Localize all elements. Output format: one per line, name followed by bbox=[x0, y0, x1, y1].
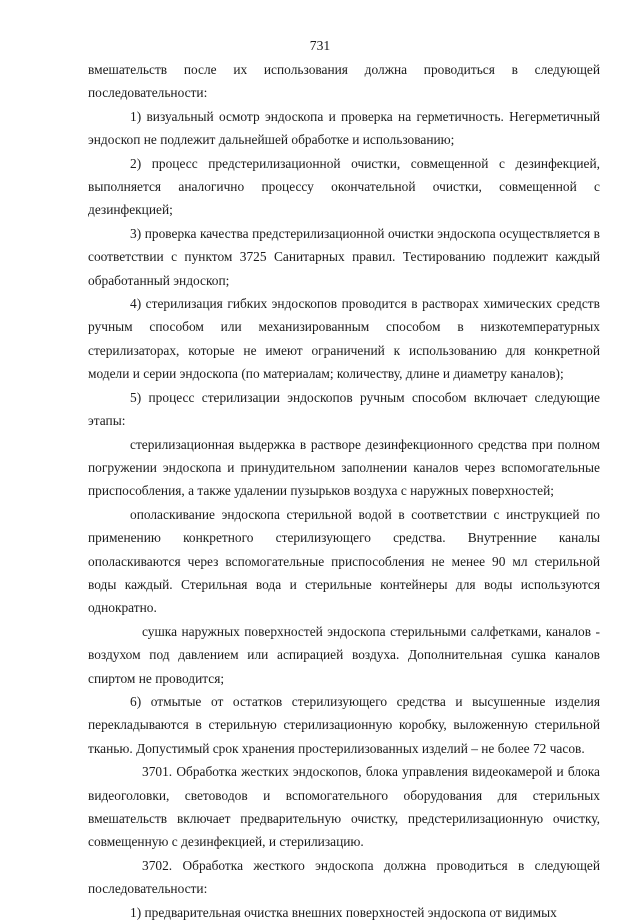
paragraph: 3701. Обработка жестких эндоскопов, блока управления видеокамерой и блока видеоголовки, световодов и вспомогательного оборудования для стерильных вмешательств включает предварительную очистку, предстерилизационную очистку, совмещенную с дезинфекцией, и стерилизацию. bbox=[88, 764, 600, 850]
paragraph: сушка наружных поверхностей эндоскопа стерильными салфетками, каналов - воздухом под давлением или аспирацией воздуха. Дополнительная сушка каналов спиртом не проводится; bbox=[88, 623, 600, 686]
paragraph: 1) визуальный осмотр эндоскопа и проверка на герметичность. Негерметичный эндоскоп не подлежит дальнейшей обработке и использованию; bbox=[88, 108, 600, 148]
paragraph: 6) отмытые от остатков стерилизующего средства и высушенные изделия перекладываются в стерильную стерилизационную коробку, выложенную стерильной тканью. Допустимый срок хранения простерилизованных изделий – не более 72 часов. bbox=[88, 693, 600, 756]
paragraph: 1) предварительная очистка внешних поверхностей эндоскопа от видимых bbox=[130, 904, 557, 920]
body-text bbox=[88, 58, 600, 924]
paragraph: стерилизационная выдержка в растворе дезинфекционного средства при полном погружении эндоскопа и принудительном заполнении каналов через вспомогательные приспособления, а также удалении пузырьков воздуха с наружных поверхностей; bbox=[88, 436, 600, 499]
paragraph: 4) стерилизация гибких эндоскопов проводится в растворах химических средств ручным способом или механизированным способом в низкотемпературных стерилизаторах, которые не имеют ограничений к использованию для конкретной модели и серии эндоскопа (по материалам; количеству, длине и диаметру каналов); bbox=[88, 296, 600, 382]
paragraph: 3) проверка качества предстерилизационной очистки эндоскопа осуществляется в соответствии с пунктом 3725 Санитарных правил. Тестированию подлежит каждый обработанный эндоскоп; bbox=[88, 225, 600, 288]
paragraph: 3702. Обработка жесткого эндоскопа должна проводиться в следующей последовательности: bbox=[88, 857, 600, 897]
page-number: 731 bbox=[309, 38, 331, 53]
paragraph: 5) процесс стерилизации эндоскопов ручным способом включает следующие этапы: bbox=[88, 389, 600, 429]
paragraph: вмешательств после их использования должна проводиться в следующей последовательности: bbox=[88, 62, 600, 101]
paragraph: ополаскивание эндоскопа стерильной водой в соответствии с инструкцией по применению конкретного стерилизующего средства. Внутренние каналы ополаскиваются через вспомогательные приспособления не менее 90 мл стерильной воды каждый. Стерильная вода и стерильные контейнеры для воды используются однократно. bbox=[88, 506, 600, 616]
paragraph: 2) процесс предстерилизационной очистки, совмещенной с дезинфекцией, выполняется аналогично процессу окончательной очистки, совмещенной с дезинфекцией; bbox=[88, 155, 600, 218]
